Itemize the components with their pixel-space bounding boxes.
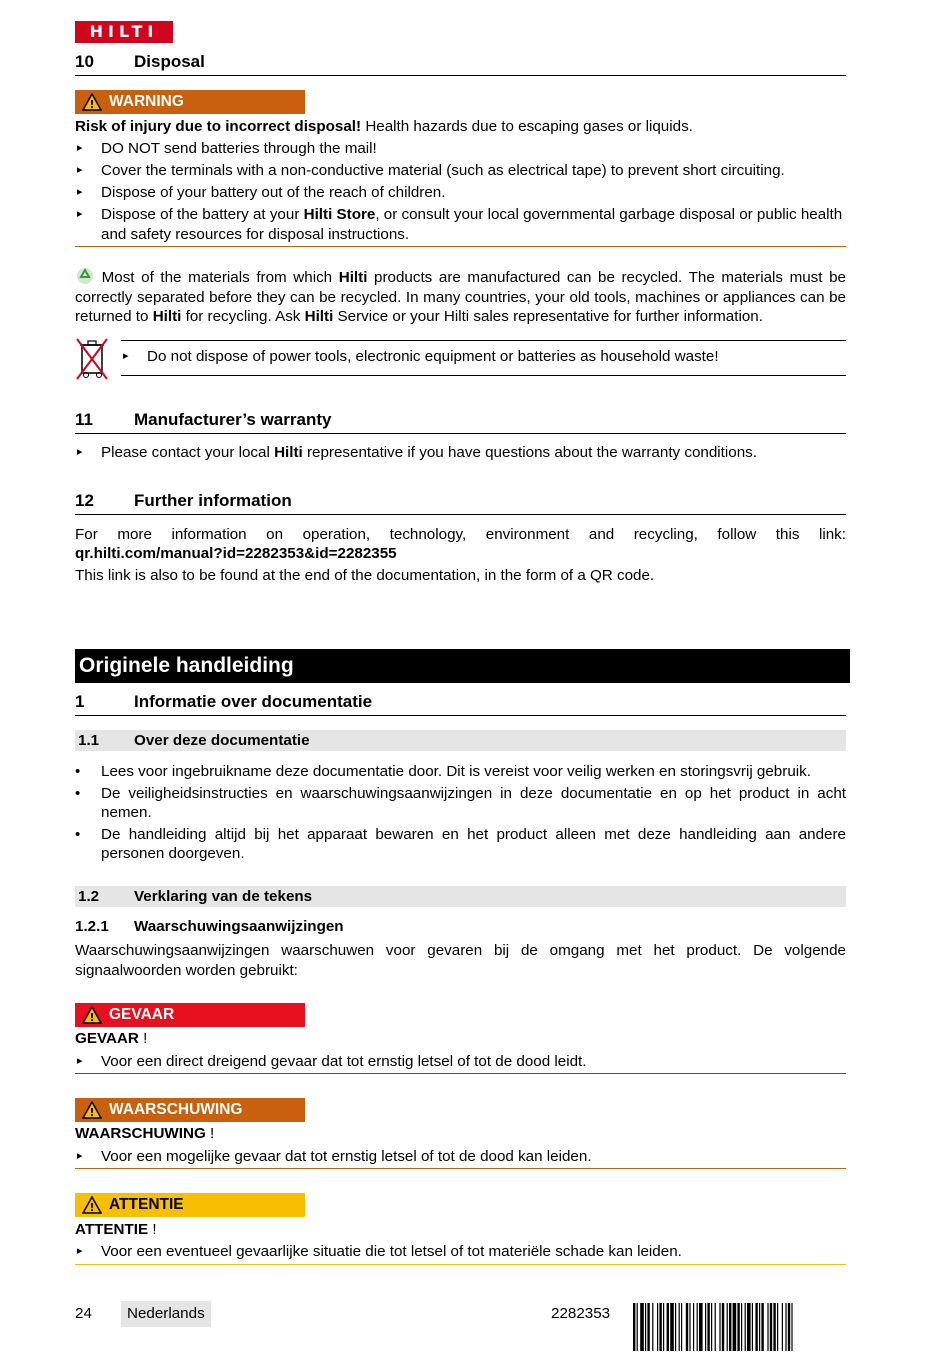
subsubsection-title: Waarschuwingsaanwijzingen — [134, 918, 344, 935]
caution-word: ATTENTIE ! — [75, 1221, 157, 1238]
further-text: For more information on operation, technology, environment and recycling, follow this link: — [75, 526, 846, 543]
section-title: Disposal — [134, 52, 205, 71]
weee-note — [121, 347, 846, 367]
section-title: Informatie over documentatie — [134, 692, 373, 711]
warning-text: Health hazards due to escaping gases or liquids. — [361, 118, 693, 135]
further-link[interactable]: qr.hilti.com/manual?id=2282353&id=2282355 — [75, 545, 397, 562]
danger-label-text: GEVAAR — [109, 1006, 175, 1023]
weee-rule-bottom — [121, 375, 846, 376]
section-heading-info — [75, 692, 846, 716]
list-item: • De handleiding altijd bij het apparaat bewaren en het product alleen met deze handleiding aan andere personen doorgeven. — [75, 825, 846, 862]
document-number: 2282353 — [551, 1305, 611, 1322]
section-number: 12 — [75, 491, 94, 510]
warning-word: WAARSCHUWING ! — [75, 1125, 215, 1142]
warning-list-nl — [75, 1147, 846, 1167]
list-item: ▸ Dispose of the battery at your Hilti Store, or consult your local governmental garbage disposal or public health and safety resources for disposal instructions. — [77, 206, 843, 243]
signal-words-intro: Waarschuwingsaanwijzingen waarschuwen voor gevaren bij de omgang met het product. De volgende signaalwoorden worden gebruikt: — [75, 942, 846, 979]
warranty-list — [75, 443, 846, 463]
section-number: 11 — [75, 410, 93, 429]
section-heading-warranty — [75, 410, 846, 434]
caution-list — [75, 1242, 846, 1262]
language-banner: Originele handleiding — [75, 649, 850, 683]
subsection-title: Verklaring van de tekens — [134, 888, 313, 905]
subsection-heading-1-1 — [75, 730, 846, 751]
section-number: 10 — [75, 52, 94, 71]
warning-triangle-icon — [75, 93, 109, 111]
warning-triangle-icon — [75, 1006, 109, 1024]
section-title: Further information — [134, 491, 292, 510]
warning-statement — [75, 117, 846, 137]
danger-word: GEVAAR ! — [75, 1030, 148, 1047]
subsection-heading-1-2 — [75, 886, 846, 907]
section-heading-disposal — [75, 52, 846, 76]
subsection-number: 1.2 — [78, 888, 100, 905]
section-title: Manufacturer’s warranty — [134, 410, 332, 429]
list-item: ▸ Cover the terminals with a non-conductive material (such as electrical tape) to prevent short circuiting. — [77, 162, 785, 179]
danger-label — [75, 1003, 305, 1027]
list-item: ▸ DO NOT send batteries through the mail! — [77, 140, 377, 157]
page-number: 24 — [75, 1305, 92, 1322]
warning-divider — [75, 246, 846, 247]
warning-label-text: WAARSCHUWING — [109, 1101, 243, 1118]
subsection-title: Over deze documentatie — [134, 732, 310, 749]
list-item: ▸ Voor een eventueel gevaarlijke situatie die tot letsel of tot materiële schade kan leiden. — [77, 1243, 682, 1260]
footer-language: Nederlands — [121, 1301, 211, 1327]
danger-list — [75, 1052, 846, 1072]
warning-divider-nl — [75, 1168, 846, 1169]
subsubsection-number: 1.2.1 — [75, 918, 109, 935]
svg-text:!: ! — [89, 98, 95, 111]
section-number: 1 — [75, 692, 85, 711]
warning-label-nl — [75, 1098, 305, 1122]
further-note: This link is also to be found at the end of the documentation, in the form of a QR code. — [75, 567, 655, 584]
list-item: ▸ Voor een direct dreigend gevaar dat tot ernstig letsel of tot de dood leidt. — [77, 1053, 587, 1070]
svg-text:!: ! — [89, 1011, 95, 1024]
subsection-number: 1.1 — [78, 732, 100, 749]
section-heading-further — [75, 491, 846, 515]
weee-rule-top — [121, 340, 846, 341]
warning-label-text: WARNING — [109, 93, 184, 110]
warning-label — [75, 90, 305, 114]
recycling-paragraph: Most of the materials from which Hilti products are manufactured can be recycled. The materials must be correctly separated before they can be recycled. In many countries, your old tools, machines or appliances can be returned to Hilti for recycling. Ask Hilti Service or your Hilti sales representative for further information. — [75, 269, 846, 325]
list-item: • De veiligheidsinstructies en waarschuwingsaanwijzingen in deze documentatie en op het product in acht nemen. — [75, 784, 846, 821]
documentation-list — [75, 762, 846, 864]
warning-triangle-icon — [75, 1196, 109, 1214]
warning-triangle-icon — [75, 1101, 109, 1119]
crossed-bin-icon — [75, 337, 109, 387]
list-item: ▸ Do not dispose of power tools, electronic equipment or batteries as household waste! — [123, 348, 719, 365]
caution-divider — [75, 1264, 846, 1265]
list-item: • Lees voor ingebruikname deze documentatie door. Dit is vereist voor veilig werken en storingsvrij gebruik. — [75, 763, 811, 780]
warning-lead: Risk of injury due to incorrect disposal! — [75, 118, 362, 135]
caution-label-text: ATTENTIE — [109, 1196, 184, 1213]
list-item: ▸ Voor een mogelijke gevaar dat tot ernstig letsel of tot de dood kan leiden. — [77, 1148, 592, 1165]
barcode-icon — [633, 1303, 846, 1351]
subsubsection-heading-1-2-1 — [75, 917, 846, 937]
recycling-icon — [75, 269, 95, 286]
disposal-list — [75, 139, 846, 244]
svg-text:!: ! — [89, 1201, 95, 1214]
danger-divider — [75, 1073, 846, 1074]
svg-text:!: ! — [89, 1106, 95, 1119]
hilti-logo: HILTI — [75, 21, 173, 43]
list-item: ▸ Please contact your local Hilti representative if you have questions about the warranty conditions. — [77, 444, 757, 461]
caution-label — [75, 1193, 305, 1217]
list-item: ▸ Dispose of your battery out of the reach of children. — [77, 184, 446, 201]
